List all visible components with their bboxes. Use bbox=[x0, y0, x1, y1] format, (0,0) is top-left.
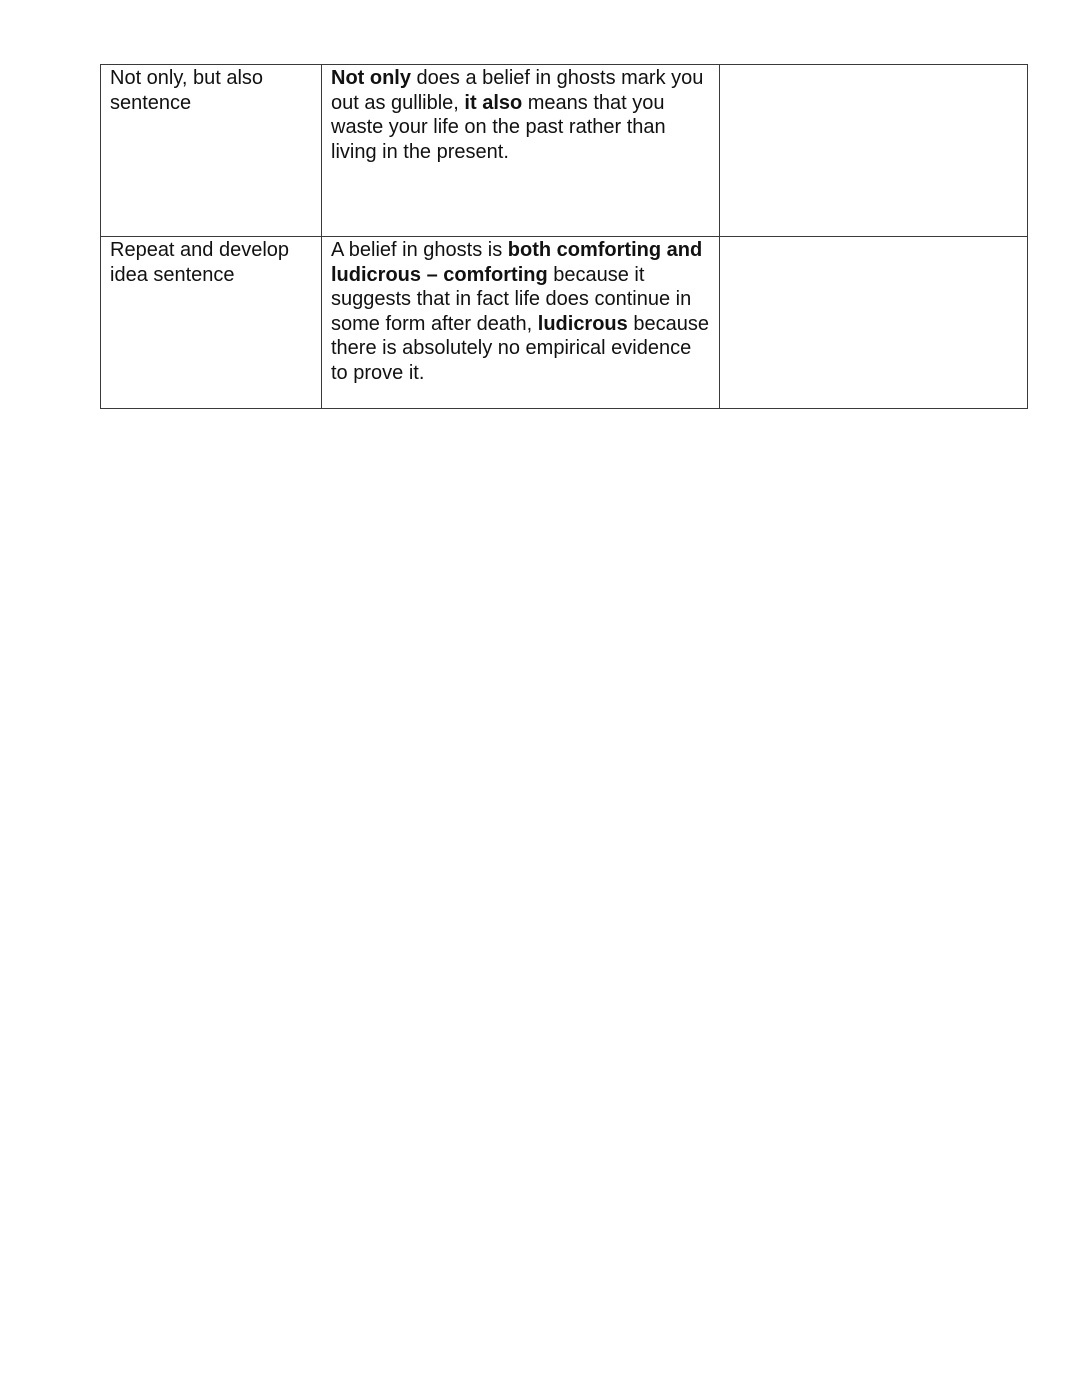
sentence-types-table bbox=[100, 64, 1028, 409]
emphasis-text: ludicrous bbox=[537, 312, 628, 335]
table-row bbox=[101, 65, 1028, 237]
emphasis-text: both comforting and ludicrous – comforting bbox=[331, 239, 703, 286]
sentence-type-cell bbox=[101, 237, 322, 409]
example-cell bbox=[322, 237, 720, 409]
response-cell[interactable] bbox=[720, 237, 1028, 409]
example-cell bbox=[322, 65, 720, 237]
sentence-type-cell bbox=[101, 65, 322, 237]
emphasis-text: it also bbox=[464, 91, 523, 114]
table-row bbox=[101, 237, 1028, 409]
response-cell[interactable] bbox=[720, 65, 1028, 237]
example-text: A belief in ghosts is bbox=[331, 239, 508, 261]
sentence-type-label: Repeat and develop idea sentence bbox=[110, 239, 290, 286]
example-text: does a belief in ghosts mark you out as gullible, bbox=[331, 67, 704, 114]
example-text: because there is absolutely no empirical evidence to prove it. bbox=[331, 312, 709, 384]
sentence-type-label: Not only, but also sentence bbox=[110, 67, 264, 114]
emphasis-text: Not only bbox=[331, 67, 411, 89]
example-text: because it suggests that in fact life does continue in some form after death, bbox=[331, 263, 692, 335]
example-text: means that you waste your life on the past rather than living in the present. bbox=[331, 91, 666, 163]
